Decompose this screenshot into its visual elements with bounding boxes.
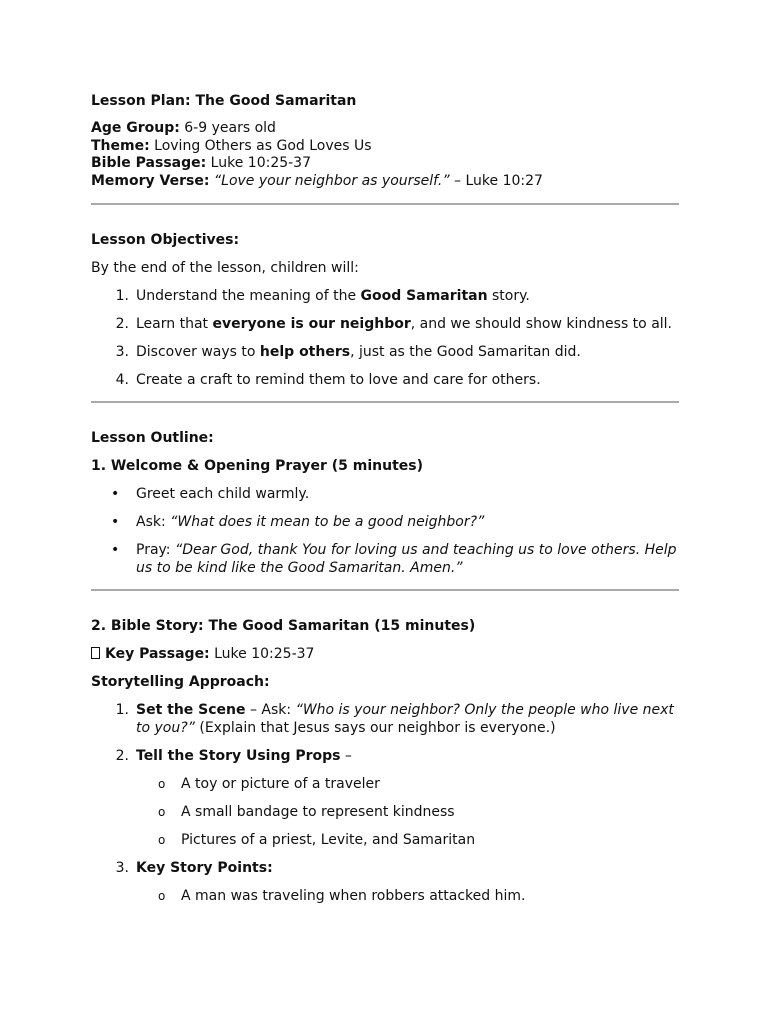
sub-list-item: o Pictures of a priest, Levite, and Samaritan [158, 831, 476, 848]
bible-passage-line: Bible Passage: Luke 10:25-37 [91, 155, 311, 172]
welcome-list [91, 485, 679, 577]
story-heading: 2. Bible Story: The Good Samaritan (15 minutes) [91, 617, 476, 634]
objective-item: 1. Understand the meaning of the Good Samaritan story. [115, 287, 530, 304]
key-passage-line: Key Passage: Luke 10:25-37 [91, 645, 679, 663]
sub-list-item: o A toy or picture of a traveler [158, 775, 380, 792]
storytelling-approach-heading: Storytelling Approach: [91, 673, 270, 690]
list-item: • Greet each child warmly. [111, 485, 310, 502]
story-step: 3. Key Story Points: [115, 859, 273, 876]
objectives-heading: Lesson Objectives: [91, 231, 240, 248]
lesson-title: Lesson Plan: The Good Samaritan [91, 93, 357, 109]
divider [91, 401, 679, 403]
objective-item: 3. Discover ways to help others, just as the Good Samaritan did. [115, 343, 581, 360]
story-step: 2. Tell the Story Using Props – [115, 747, 352, 764]
story-step: 1. Set the Scene – Ask: “Who is your neighbor? Only the people who live next to you?” (Explain that Jesus says our neighbor is everyone.) [115, 701, 674, 736]
theme-line: Theme: Loving Others as God Loves Us [91, 137, 372, 154]
story-steps-continued [91, 859, 679, 877]
sub-list-item: o A small bandage to represent kindness [158, 803, 455, 820]
welcome-heading: 1. Welcome & Opening Prayer (5 minutes) [91, 457, 424, 474]
lesson-meta [91, 120, 679, 191]
age-group-line: Age Group: 6-9 years old [91, 120, 276, 136]
sub-list-item: o A man was traveling when robbers attacked him. [158, 887, 526, 904]
document-page [91, 92, 679, 905]
book-icon [91, 647, 100, 659]
objectives-intro: By the end of the lesson, children will: [91, 259, 359, 276]
objectives-list [91, 287, 679, 389]
divider [91, 203, 679, 205]
story-steps [91, 701, 679, 765]
list-item: • Pray: “Dear God, thank You for loving us and teaching us to love others. Help us to be kind like the Good Samaritan. Amen.” [111, 541, 677, 576]
objective-item: 2. Learn that everyone is our neighbor, and we should show kindness to all. [115, 315, 672, 332]
memory-verse-line: Memory Verse: “Love your neighbor as yourself.” – Luke 10:27 [91, 173, 543, 190]
key-points-list [91, 887, 679, 905]
objective-item: 4. Create a craft to remind them to love and care for others. [115, 371, 541, 388]
divider [91, 589, 679, 591]
props-list [91, 775, 679, 849]
list-item: • Ask: “What does it mean to be a good neighbor?” [111, 513, 485, 530]
outline-heading: Lesson Outline: [91, 429, 214, 446]
